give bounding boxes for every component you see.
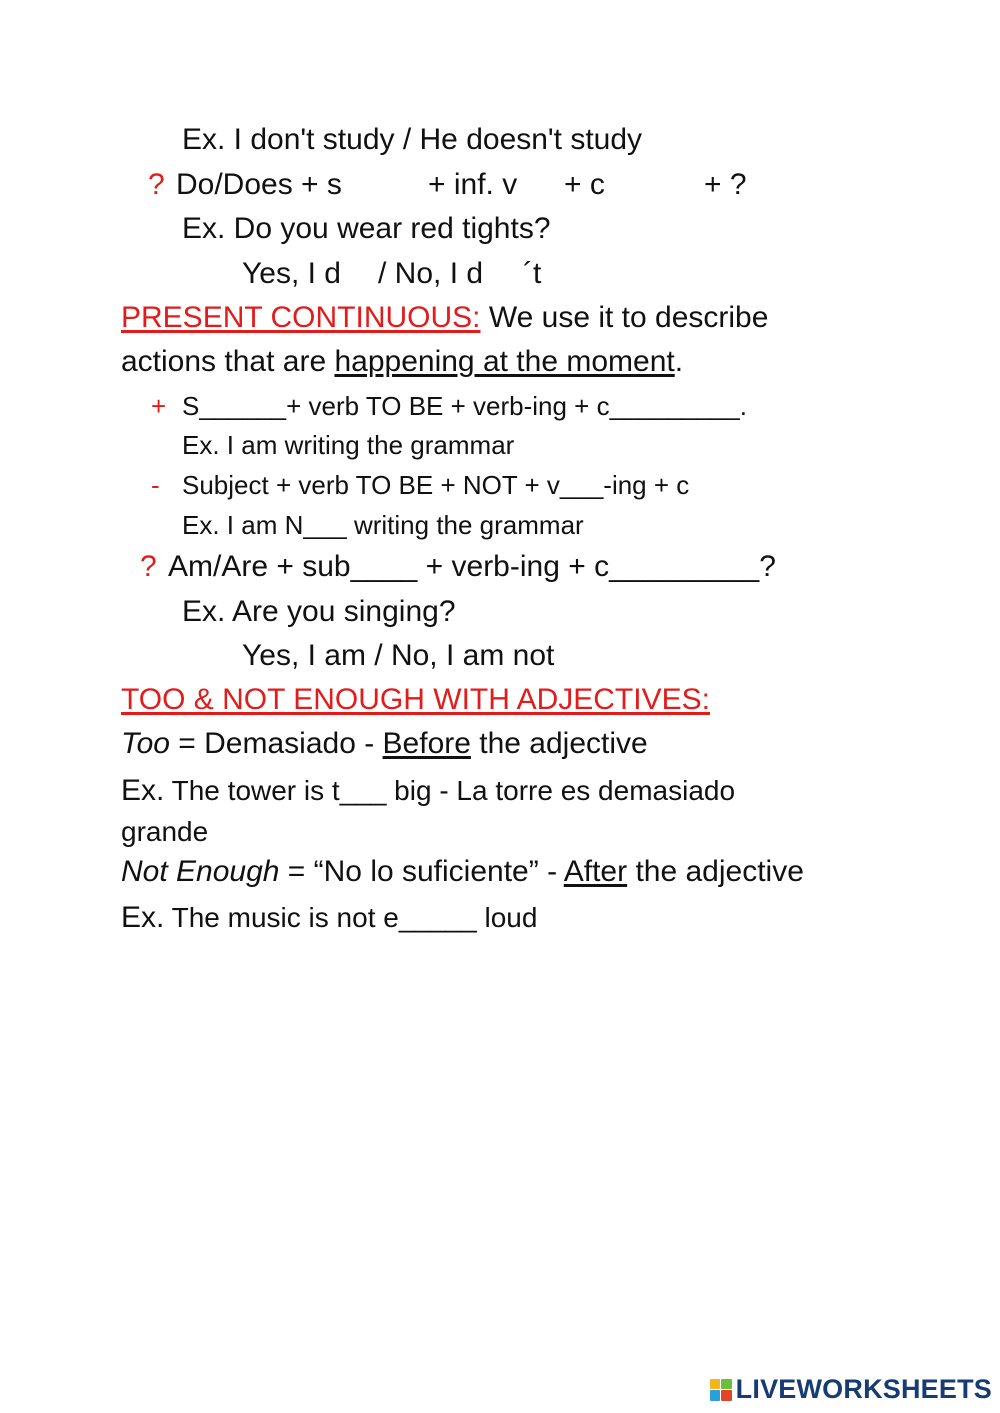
example-label: Ex.: [121, 774, 165, 807]
formula-part: + c: [564, 168, 605, 201]
logo-tile: [710, 1390, 721, 1401]
too-example-continued: grande: [121, 816, 209, 847]
enough-definition: [121, 857, 804, 887]
affirmative-example: Ex. I am writing the grammar: [182, 430, 515, 460]
definition-text: = Demasiado -: [169, 727, 383, 760]
example-label: Ex.: [121, 901, 165, 934]
simple-question-example: Ex. Do you wear red tights?: [182, 212, 551, 245]
brand-name: LIVEWORKSHEETS: [735, 1374, 992, 1404]
question-symbol: ?: [140, 550, 157, 583]
underlined-phrase: happening at the moment: [334, 345, 675, 378]
question-formula: Am/Are + sub____ + verb-ing + c_________?: [168, 550, 776, 583]
example-text: The music is not e_____ loud: [164, 902, 538, 933]
question-example: Ex. Are you singing?: [182, 595, 456, 628]
logo-tile: [721, 1390, 732, 1401]
affirmative-formula: S______+ verb TO BE + verb-ing + c_________.: [182, 391, 747, 421]
formula-part: Do/Does + s: [176, 168, 342, 201]
term: Too: [121, 727, 170, 760]
section-heading: PRESENT CONTINUOUS:: [121, 301, 481, 334]
liveworksheets-logo: [710, 1374, 992, 1405]
formula-part: + ?: [704, 168, 747, 201]
term: Not Enough: [121, 855, 280, 888]
logo-tile: [710, 1379, 721, 1390]
answer-part: / No, I d: [378, 257, 484, 290]
position-word: Before: [382, 727, 471, 760]
definition-text: the adjective: [470, 727, 648, 760]
present-continuous-heading-line: [121, 303, 768, 333]
negative-formula: Subject + verb TO BE + NOT + v___-ing + c: [182, 470, 690, 500]
question-symbol: ?: [148, 168, 165, 201]
simple-negative-example: Ex. I don't study / He doesn't study: [182, 123, 643, 156]
formula-part: + inf. v: [428, 168, 518, 201]
paragraph-text: We use it to describe: [480, 301, 769, 334]
answer-part: Yes, I d: [242, 257, 341, 290]
section-heading: TOO & NOT ENOUGH WITH ADJECTIVES:: [121, 683, 710, 716]
plus-symbol: +: [151, 391, 167, 421]
definition-text: the adjective: [627, 855, 804, 888]
logo-tile: [721, 1379, 732, 1390]
paragraph-text: actions that are: [121, 345, 335, 378]
period: .: [674, 345, 684, 378]
present-continuous-description: [121, 347, 683, 377]
question-answer: Yes, I am / No, I am not: [242, 639, 555, 672]
example-text: The tower is t___ big - La torre es demasiado: [164, 775, 736, 806]
too-example: [121, 776, 735, 806]
logo-mark-icon: [710, 1379, 732, 1401]
answer-part: ´t: [523, 257, 542, 290]
position-word: After: [563, 855, 628, 888]
negative-example: Ex. I am N___ writing the grammar: [182, 510, 584, 540]
enough-example: [121, 903, 537, 933]
too-definition: [121, 729, 648, 759]
definition-text: = “No lo suficiente” -: [279, 855, 564, 888]
minus-symbol: -: [151, 470, 160, 500]
